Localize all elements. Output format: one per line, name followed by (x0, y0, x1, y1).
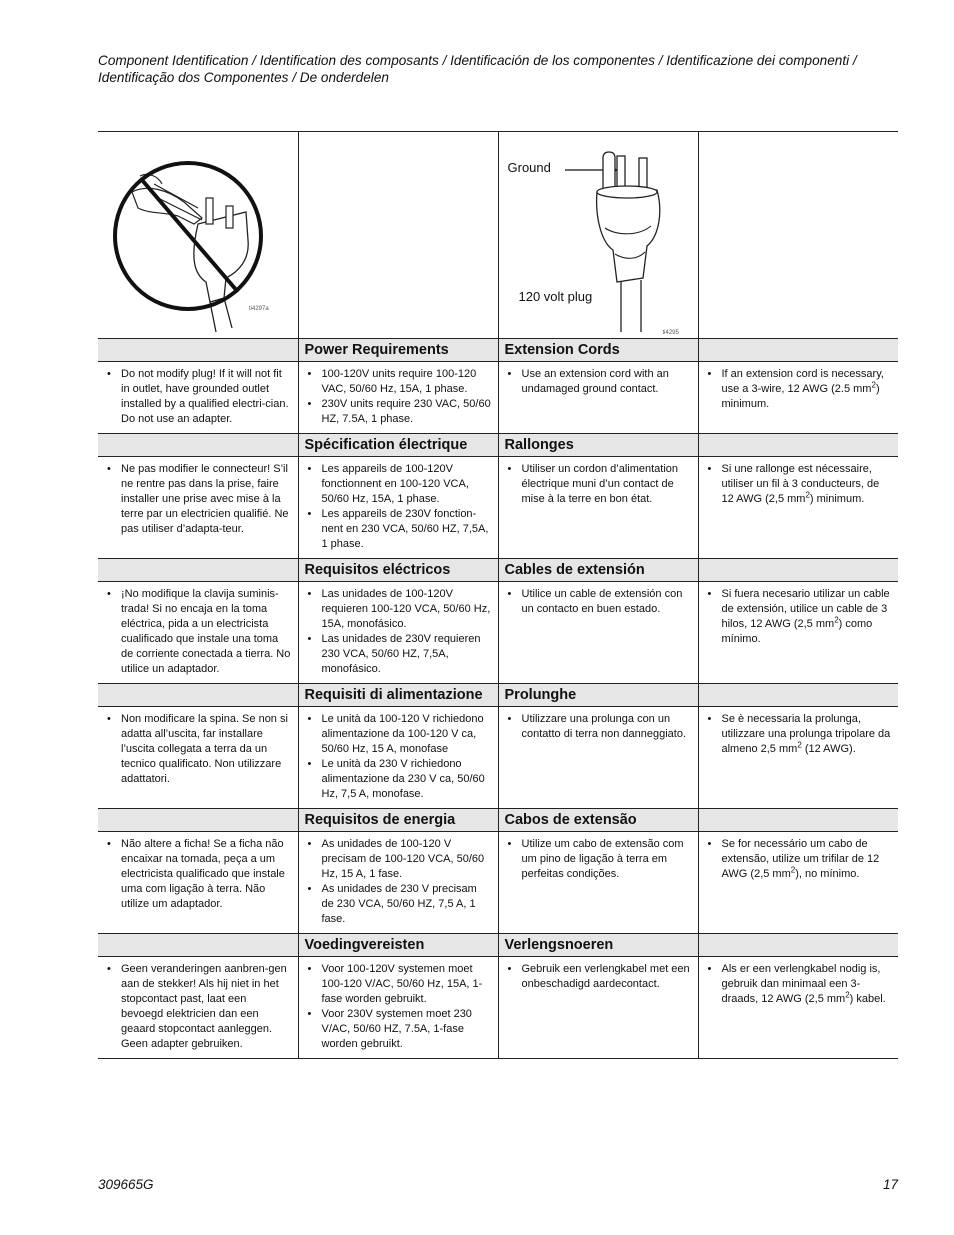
power-requirements-cell (298, 957, 498, 1059)
superscript-2: 2 (790, 865, 796, 875)
gauge-text-start: If an extension cord is necessary, use a 3-wire, 12 AWG (2.5 mm (721, 368, 884, 395)
section-body-row (98, 362, 898, 434)
extension-cord-cell (498, 362, 698, 434)
bullet-item: • Do not modify plug! If it will not fit in outlet, have grounded outlet installed by a qualified electri-cian. Do not use an adapter. (121, 367, 292, 427)
plug-warning-cell (98, 582, 298, 684)
bullet-item (722, 712, 893, 757)
bullet-item: • Utilizzare una prolunga con un contatto di terra non danneggiato. (522, 712, 692, 742)
wire-gauge-cell (698, 707, 898, 809)
section-header-row (98, 934, 898, 957)
header-spacer-right (698, 434, 898, 457)
component-table (98, 131, 898, 1059)
gauge-text-end: ) como mínimo. (721, 618, 873, 645)
gauge-text-end: ) minimum. (809, 493, 865, 505)
section-header-row (98, 339, 898, 362)
empty-figure-cell-right (698, 132, 898, 339)
power-requirements-title: Requisitos eléctricos (298, 559, 498, 582)
gauge-text-start: Si une rallonge est nécessaire, utiliser un fil à 3 conducteurs, de 12 AWG (2,5 mm (721, 463, 880, 505)
bullet-item: • Non modificare la spina. Se non si adatta all’uscita, far installare l’uscita collegata a terra da un tecnico qualificato. Non utilizzare adattatori. (121, 712, 292, 787)
superscript-2: 2 (797, 740, 802, 750)
header-spacer (98, 684, 298, 707)
power-requirements-title: Spécification électrique (298, 434, 498, 457)
wire-gauge-cell (698, 582, 898, 684)
gauge-text-end: ) minimum. (721, 383, 880, 410)
plug-warning-cell (98, 707, 298, 809)
section-body-row (98, 582, 898, 684)
header-spacer (98, 339, 298, 362)
bullet-item (722, 962, 893, 1007)
page-header (98, 52, 908, 86)
section-body-row (98, 832, 898, 934)
section-body-row (98, 457, 898, 559)
bullet-item: • Le unità da 230 V richiedono alimentazione da 230 V ca, 50/60 Hz, 7,5 A, monofase. (322, 757, 492, 802)
bullet-item: • Les appareils de 100-120V fonctionnent en 100-120 VCA, 50/60 Hz, 15A, 1 phase. (322, 462, 492, 507)
bullet-item: • Las unidades de 100-120V requieren 100-120 VCA, 50/60 Hz, 15A, monofásico. (322, 587, 492, 632)
gauge-text-start: Als er een verlengkabel nodig is, gebruik dan minimaal een 3-draads, 12 AWG (2,5 mm (721, 963, 881, 1005)
bullet-item: • Use an extension cord with an undamaged ground contact. (522, 367, 692, 397)
gauge-text-end: (12 AWG). (801, 743, 856, 755)
bullet-item (722, 837, 893, 882)
bullet-item: • Não altere a ficha! Se a ficha não encaixar na tomada, peça a um electricista qualificado que instale uma com ligação à terra. Não utilize um adaptador. (121, 837, 292, 912)
bullet-item: • Voor 100-120V systemen moet 100-120 V/AC, 50/60 Hz, 15A, 1-fase worden gebruikt. (322, 962, 492, 1007)
gauge-text-end: ) kabel. (849, 993, 886, 1005)
power-requirements-cell (298, 457, 498, 559)
gauge-text-start: Se for necessário um cabo de extensão, utilize um trifilar de 12 AWG (2,5 mm (721, 838, 880, 880)
no-modify-plug-figure-cell (98, 132, 298, 339)
bullet-item (722, 587, 893, 647)
extension-cord-cell (498, 582, 698, 684)
figure-code-no-modify: ti4297a (249, 306, 269, 312)
gauge-text-start: Se è necessaria la prolunga, utilizzare una prolunga tripolare da almeno 2,5 mm (721, 713, 891, 755)
bullet-item: • Gebruik een verlengkabel met een onbeschadigd aardecontact. (522, 962, 692, 992)
bullet-item: • Utilice un cable de extensión con un contacto en buen estado. (522, 587, 692, 617)
bullet-item: • ¡No modifique la clavija suminis-trada! Si no encaja en la toma eléctrica, pida a un electricista cualificado que instale una toma de corriente conectada a tierra. No utilice un adaptador. (121, 587, 292, 677)
extension-cord-cell (498, 457, 698, 559)
plug-label: 120 volt plug (518, 289, 593, 304)
bullet-item: • Geen veranderingen aanbren-gen aan de stekker! Als hij niet in het stopcontact past, laat een bevoegd elektricien dan een geaard stopcontact aanleggen. Geen adapter gebruiken. (121, 962, 292, 1052)
wire-gauge-cell (698, 457, 898, 559)
power-requirements-cell (298, 707, 498, 809)
section-body-row (98, 707, 898, 809)
header-spacer (98, 559, 298, 582)
superscript-2: 2 (871, 380, 876, 390)
extension-cords-title: Extension Cords (498, 339, 698, 362)
bullet-item: • As unidades de 230 V precisam de 230 VCA, 50/60 HZ, 7,5 A, 1 fase. (322, 882, 492, 927)
wire-gauge-cell (698, 957, 898, 1059)
extension-cord-cell (498, 957, 698, 1059)
extension-cord-cell (498, 707, 698, 809)
extension-cords-title: Cables de extensión (498, 559, 698, 582)
bullet-item (722, 462, 893, 507)
plug-warning-cell (98, 362, 298, 434)
header-spacer-right (698, 809, 898, 832)
figure-code-plug: ti4295 (662, 330, 679, 336)
header-spacer (98, 434, 298, 457)
bullet-item: • Ne pas modifier le connecteur! S’il ne rentre pas dans la prise, faire installer une prise avec mise à la terre par un electricien qualifié. Ne pas utiliser d’adapta-teur. (121, 462, 292, 537)
plug-warning-cell (98, 832, 298, 934)
wire-gauge-cell (698, 832, 898, 934)
extension-cord-cell (498, 832, 698, 934)
header-spacer (98, 934, 298, 957)
header-line-1: Component Identification / Identification des composants / Identificación de los componentes / Identificazione dei componenti / (98, 53, 857, 68)
section-header-row (98, 684, 898, 707)
bullet-item: • Las unidades de 230V requieren 230 VCA, 50/60 HZ, 7,5A, monofásico. (322, 632, 492, 677)
bullet-item: • Le unità da 100-120 V richiedono alimentazione da 100-120 V ca, 50/60 Hz, 15 A, monofase (322, 712, 492, 757)
power-requirements-cell (298, 832, 498, 934)
document-number: 309665G (98, 1177, 154, 1192)
power-requirements-title: Requisitos de energia (298, 809, 498, 832)
bullet-item: • As unidades de 100-120 V precisam de 100-120 VCA, 50/60 Hz, 15 A, 1 fase. (322, 837, 492, 882)
figure-row (98, 132, 898, 339)
gauge-text-end: ), no mínimo. (795, 868, 860, 880)
ground-plug-figure-cell (498, 132, 698, 339)
bullet-item: • Voor 230V systemen moet 230 V/AC, 50/60 HZ, 7.5A, 1-fase worden gebruikt. (322, 1007, 492, 1052)
plug-warning-cell (98, 457, 298, 559)
gauge-text-start: Si fuera necesario utilizar un cable de extensión, utilice un cable de 3 hilos, 12 AWG (2,5 mm (721, 588, 890, 630)
header-spacer-right (698, 684, 898, 707)
bullet-item: • Les appareils de 230V fonction-nent en 230 VCA, 50/60 HZ, 7,5A, 1 phase. (322, 507, 492, 552)
page-number: 17 (882, 1177, 898, 1192)
header-spacer-right (698, 339, 898, 362)
header-spacer (98, 809, 298, 832)
plug-warning-cell (98, 957, 298, 1059)
ground-label: Ground (507, 160, 551, 175)
power-requirements-title: Power Requirements (298, 339, 498, 362)
extension-cords-title: Rallonges (498, 434, 698, 457)
superscript-2: 2 (834, 615, 839, 625)
superscript-2: 2 (805, 490, 810, 500)
bullet-item (722, 367, 893, 412)
section-header-row (98, 809, 898, 832)
power-requirements-cell (298, 362, 498, 434)
empty-figure-cell (298, 132, 498, 339)
bullet-item: • 230V units require 230 VAC, 50/60 HZ, 7.5A, 1 phase. (322, 397, 492, 427)
section-body-row (98, 957, 898, 1059)
extension-cords-title: Cabos de extensão (498, 809, 698, 832)
wire-gauge-cell (698, 362, 898, 434)
header-spacer-right (698, 559, 898, 582)
bullet-item: • 100-120V units require 100-120 VAC, 50/60 Hz, 15A, 1 phase. (322, 367, 492, 397)
header-spacer-right (698, 934, 898, 957)
extension-cords-title: Prolunghe (498, 684, 698, 707)
header-line-2: Identificação dos Componentes / De onderdelen (98, 70, 389, 85)
power-requirements-title: Requisiti di alimentazione (298, 684, 498, 707)
extension-cords-title: Verlengsnoeren (498, 934, 698, 957)
power-requirements-title: Voedingvereisten (298, 934, 498, 957)
power-requirements-cell (298, 582, 498, 684)
bullet-item: • Utiliser un cordon d’alimentation électrique muni d’un contact de mise à la terre en bon état. (522, 462, 692, 507)
section-header-row (98, 559, 898, 582)
section-header-row (98, 434, 898, 457)
superscript-2: 2 (845, 990, 850, 1000)
bullet-item: • Utilize um cabo de extensão com um pino de ligação à terra em perfeitas condições. (522, 837, 692, 882)
